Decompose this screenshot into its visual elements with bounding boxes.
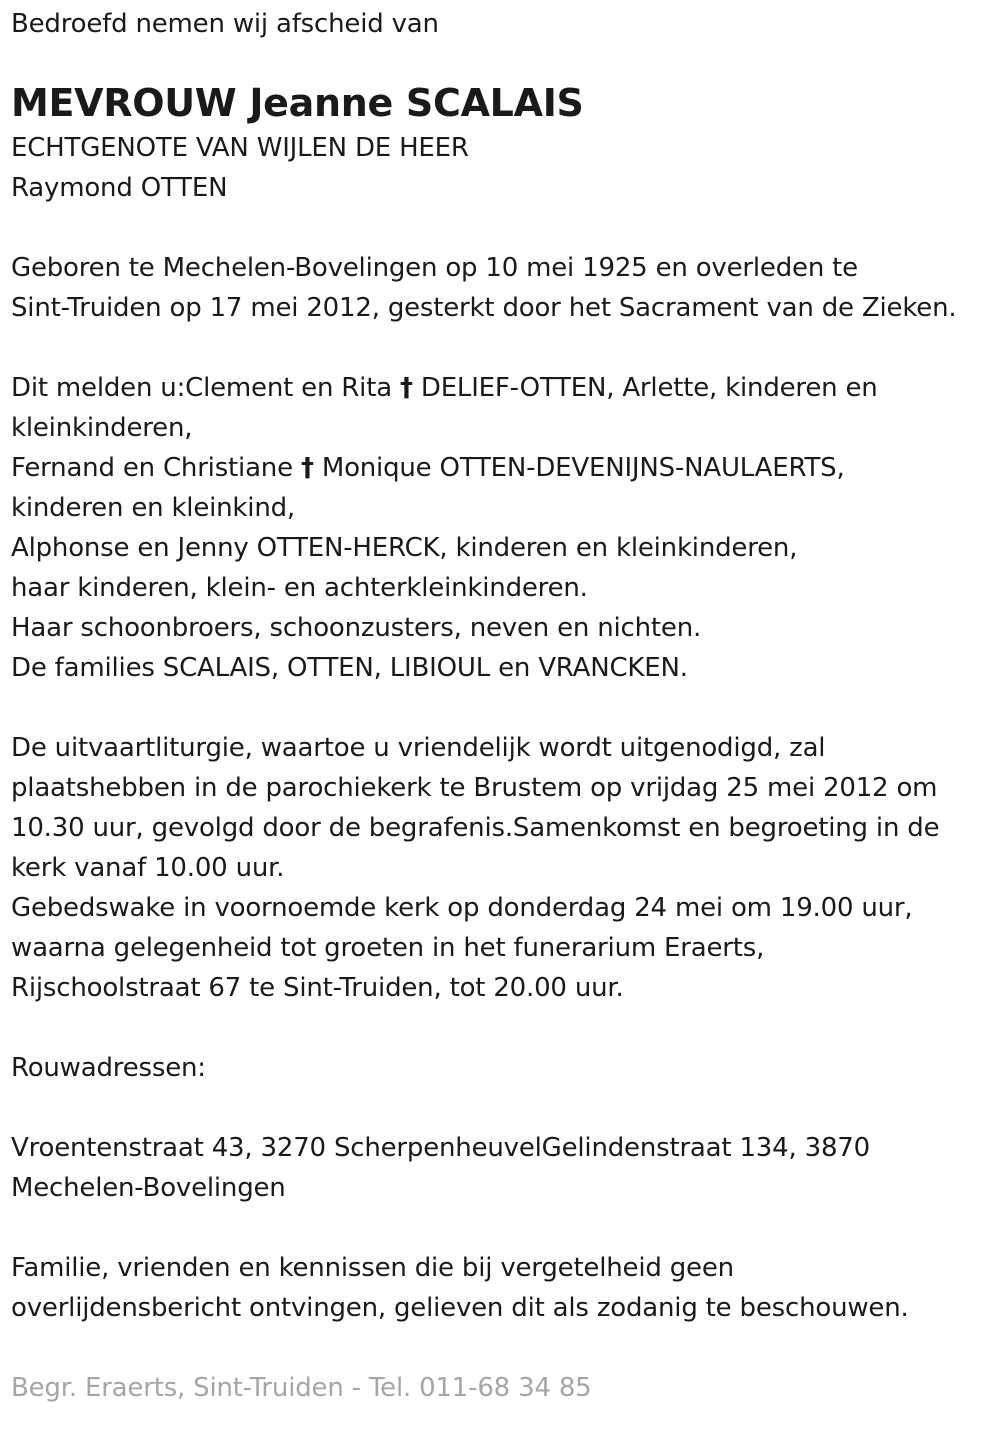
addresses-label: Rouwadressen: xyxy=(11,1053,206,1083)
address-line: Vroentenstraat 43, 3270 ScherpenheuvelGelindenstraat 134, 3870 xyxy=(11,1133,870,1163)
family-line: kleinkinderen, xyxy=(11,413,193,443)
spouse-name: Raymond OTTEN xyxy=(11,173,228,203)
funeral-line: kerk vanaf 10.00 uur. xyxy=(11,853,285,883)
spacer xyxy=(11,328,1000,368)
intro-text: Bedroefd nemen wij afscheid van xyxy=(11,9,439,39)
family-line: De families SCALAIS, OTTEN, LIBIOUL en VRANCKEN. xyxy=(11,653,688,683)
funeral-line: Gebedswake in voornoemde kerk op donderdag 24 mei om 19.00 uur, xyxy=(11,893,913,923)
address-line: Mechelen-Bovelingen xyxy=(11,1173,286,1203)
family-text: Fernand en Christiane xyxy=(11,453,301,483)
spacer xyxy=(11,208,1000,248)
cross-icon: † xyxy=(400,373,413,403)
family-line: kinderen en kleinkind, xyxy=(11,493,295,523)
closing-line: Familie, vrienden en kennissen die bij vergetelheid geen xyxy=(11,1253,734,1283)
cross-icon: † xyxy=(300,453,314,483)
family-text: Monique OTTEN-DEVENIJNS-NAULAERTS, xyxy=(313,453,845,483)
spacer xyxy=(11,1088,1000,1128)
family-line xyxy=(11,448,1000,488)
birth-line: Sint-Truiden op 17 mei 2012, gesterkt door het Sacrament van de Zieken. xyxy=(11,293,957,323)
funeral-line: Rijschoolstraat 67 te Sint-Truiden, tot 20.00 uur. xyxy=(11,973,624,1003)
closing-line: overlijdensbericht ontvingen, gelieven dit als zodanig te beschouwen. xyxy=(11,1293,909,1323)
birth-line: Geboren te Mechelen-Bovelingen op 10 mei 1925 en overleden te xyxy=(11,253,858,283)
deceased-name: MEVROUW Jeanne SCALAIS xyxy=(11,81,584,125)
family-line: haar kinderen, klein- en achterkleinkinderen. xyxy=(11,573,588,603)
funeral-line: plaatshebben in de parochiekerk te Brustem op vrijdag 25 mei 2012 om xyxy=(11,773,938,803)
death-notice xyxy=(0,4,1000,1408)
family-line: Haar schoonbroers, schoonzusters, neven en nichten. xyxy=(11,613,702,643)
funeral-line: 10.30 uur, gevolgd door de begrafenis.Samenkomst en begroeting in de xyxy=(11,813,940,843)
funeral-line: waarna gelegenheid tot groeten in het funerarium Eraerts, xyxy=(11,933,765,963)
family-line: Alphonse en Jenny OTTEN-HERCK, kinderen en kleinkinderen, xyxy=(11,533,798,563)
spacer xyxy=(11,1208,1000,1248)
spacer xyxy=(11,688,1000,728)
funeral-home-footer: Begr. Eraerts, Sint-Truiden - Tel. 011-68 34 85 xyxy=(11,1373,592,1403)
family-line xyxy=(11,368,1000,408)
family-text: DELIEF-OTTEN, Arlette, kinderen en xyxy=(412,373,878,403)
spacer xyxy=(11,1008,1000,1048)
spouse-title: ECHTGENOTE VAN WIJLEN DE HEER xyxy=(11,133,469,163)
funeral-line: De uitvaartliturgie, waartoe u vriendelijk wordt uitgenodigd, zal xyxy=(11,733,826,763)
spacer xyxy=(11,1328,1000,1368)
family-text: Dit melden u:Clement en Rita xyxy=(11,373,400,403)
